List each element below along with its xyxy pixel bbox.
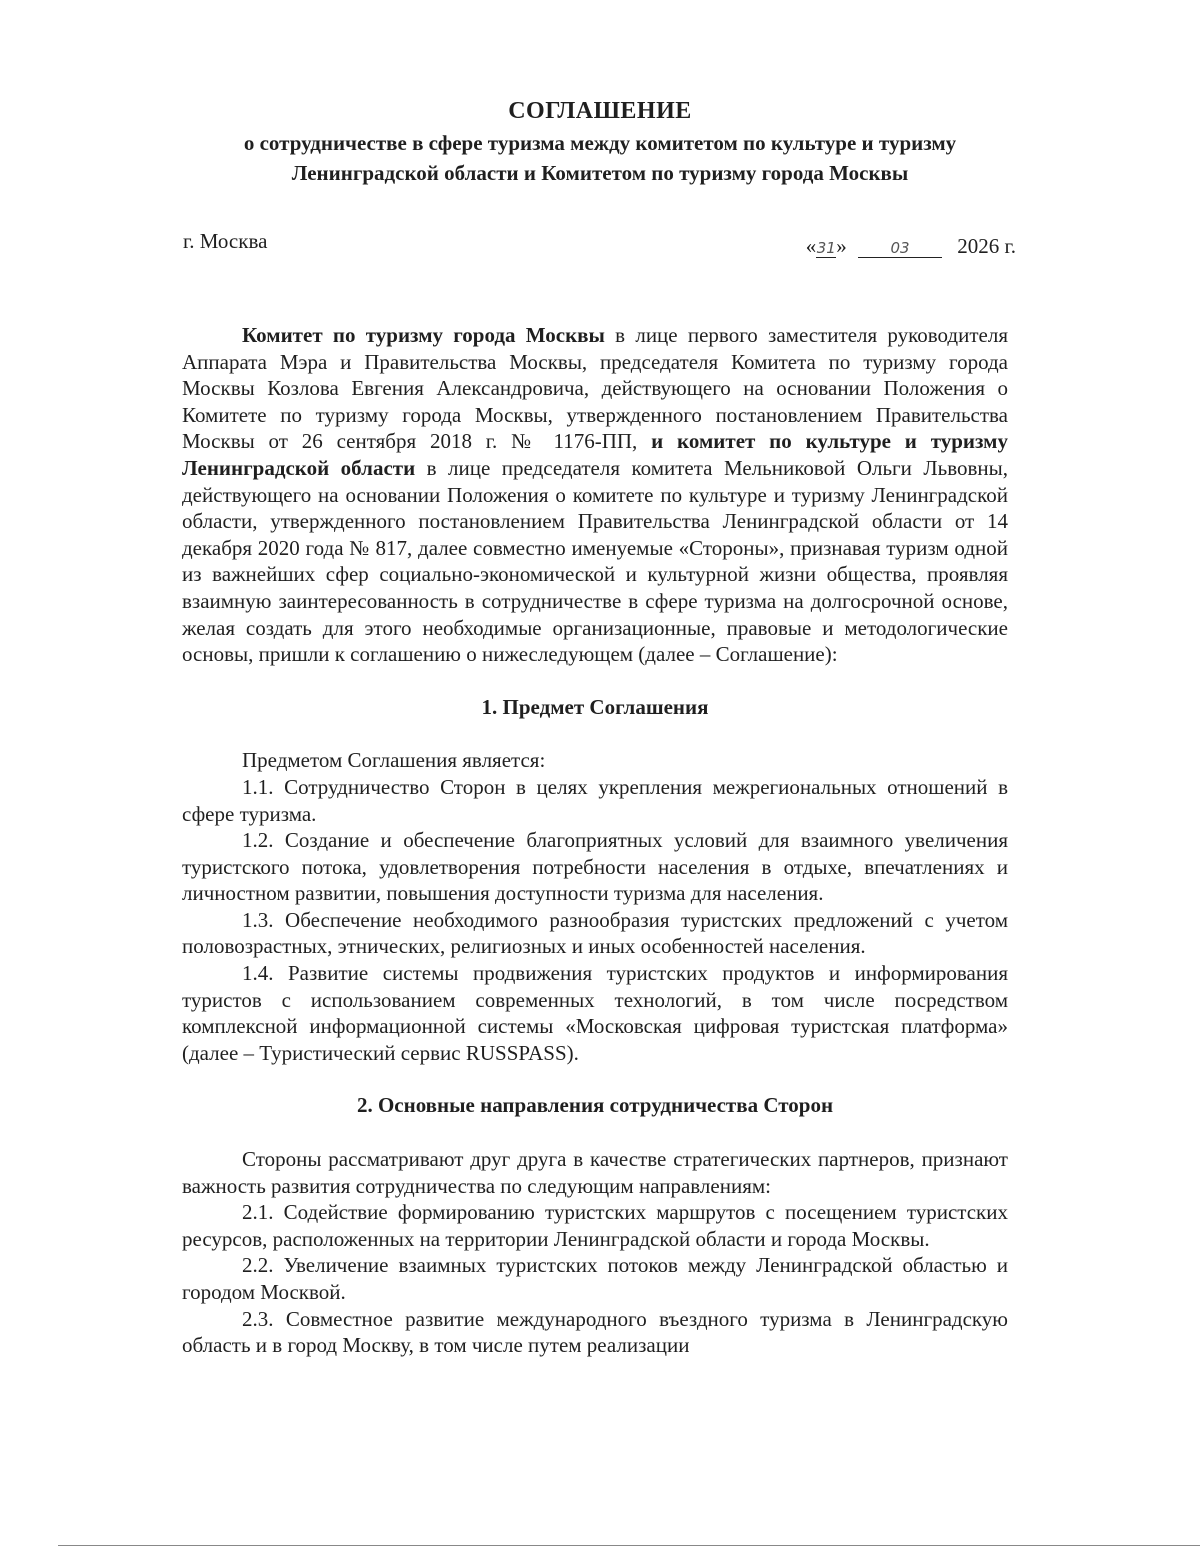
section-2-item: 2.1. Содействие формированию туристских маршрутов с посещением туристских ресурсов, расположенных на территории Ленинградской области и города Москвы.	[182, 1200, 1008, 1251]
date-day: 31	[816, 239, 836, 257]
preamble-text-2: в лице председателя комитета Мельниковой Ольги Львовны, действующего на основании Положения о комитете по культуре и туризму Ленинградской области, утвержденного постановлением Правительства Ленинградской области от 14 декабря 2020 года № 817, далее совместно именуемые «Стороны», признавая туризм одной из важнейших сфер социально-экономической и культурной жизни общества, проявляя взаимную заинтересованность в сотрудничестве в сфере туризма на долгосрочной основе, желая создать для этого необходимые организационные, правовые и методологические основы, пришли к соглашению о нижеследующем (далее – Соглашение):	[182, 455, 1008, 667]
page-bottom-divider	[58, 1545, 1200, 1546]
section-1-heading: 1. Предмет Соглашения	[481, 694, 709, 719]
section-2-item: 2.2. Увеличение взаимных туристских потоков между Ленинградской областью и городом Москвой.	[182, 1253, 1008, 1304]
section-2-item: 2.3. Совместное развитие международного въездного туризма в Ленинградскую область и в город Москву, в том числе путем реализации	[182, 1306, 1008, 1358]
section-1-item: 1.1. Сотрудничество Сторон в целях укрепления межрегиональных отношений в сфере туризма.	[182, 774, 1008, 826]
signing-date	[806, 234, 1016, 259]
party-2-name: комитет по культуре и туризму Ленинградской области	[182, 429, 1008, 480]
section-2-heading: 2. Основные направления сотрудничества Сторон	[356, 1093, 834, 1118]
document-subtitle-line-1: о сотрудничестве в сфере туризма между комитетом по культуре и туризму	[243, 131, 957, 155]
date-year: 2026 г.	[957, 234, 1016, 258]
preamble-text-1: в лице первого заместителя руководителя Аппарата Мэра и Правительства Москвы, председателя Комитета по туризму города Москвы Козлова Евгения Александровича, действующего на основании Положения о Комитете по туризму города Москвы, утвержденного постановлением Правительства Москвы от 26 сентября 2018 г. № 1176-ПП,	[182, 323, 1008, 454]
section-1-intro: Предметом Соглашения является:	[242, 748, 546, 773]
preamble-paragraph	[182, 322, 1008, 668]
section-1-item: 1.4. Развитие системы продвижения туристских продуктов и информирования туристов с использованием современных технологий, в том числе посредством комплексной информационной системы «Московская цифровая туристская платформа» (далее – Туристический сервис RUSSPASS).	[182, 961, 1008, 1065]
date-close-quote: »	[836, 234, 847, 258]
section-1-item: 1.3. Обеспечение необходимого разнообразия туристских предложений с учетом половозрастных, этнических, религиозных и иных особенностей населения.	[182, 907, 1008, 959]
title-block	[180, 96, 1020, 186]
party-1-name: Комитет по туризму города Москвы	[242, 323, 605, 347]
document-title: СОГЛАШЕНИЕ	[508, 98, 692, 124]
section-2-intro: Стороны рассматривают друг друга в качестве стратегических партнеров, признают важность развития сотрудничества по следующим направлениям:	[182, 1147, 1008, 1198]
document-body	[182, 322, 1008, 1359]
section-1-item: 1.2. Создание и обеспечение благоприятных условий для взаимного увеличения туристского потока, удовлетворения потребности населения в отдыхе, впечатлениях и личностном развитии, повышения доступности туризма для населения.	[182, 828, 1008, 906]
date-month: 03	[858, 239, 942, 258]
date-open-quote: «	[805, 234, 817, 258]
document-subtitle-line-2: Ленинградской области и Комитетом по туризму города Москвы	[291, 161, 909, 185]
preamble-and: и	[651, 429, 678, 454]
signing-place: г. Москва	[183, 229, 268, 253]
